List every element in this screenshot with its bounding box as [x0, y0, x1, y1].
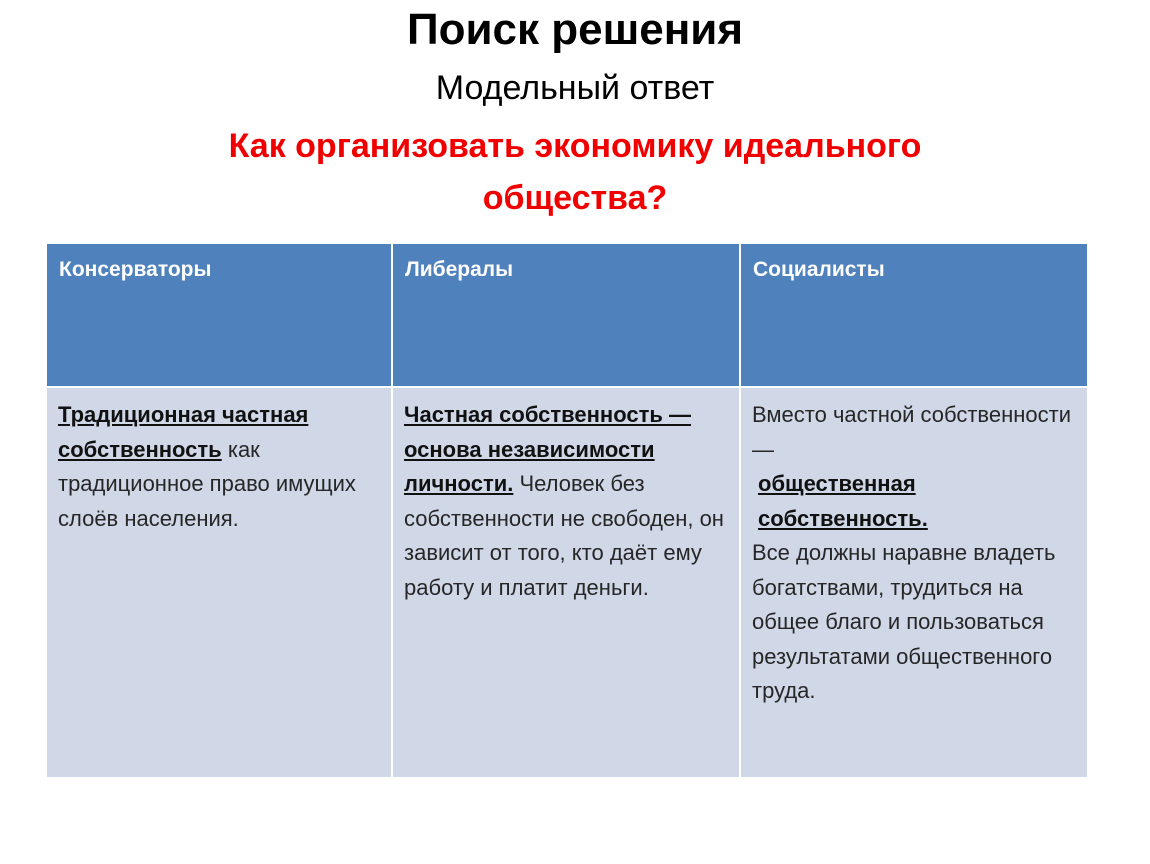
- header-conservatives: Консерваторы: [46, 243, 392, 387]
- slide-title: Поиск решения: [406, 5, 744, 54]
- socialists-emphasis: общественная собственность.: [758, 471, 928, 531]
- slide-subtitle: Модельный ответ: [435, 69, 715, 107]
- liberals-emphasis: Частная собственность — основа независимости личности.: [404, 402, 691, 496]
- liberals-text: Человек без собственности не свободен, он зависит от того, кто даёт ему работу и платит деньги.: [404, 471, 724, 600]
- socialists-lead: Вместо частной собственности —: [752, 402, 1072, 462]
- socialists-text: Все должны наравне владеть богатствами, трудиться на общее благо и пользоваться результатами общественного труда.: [752, 540, 1056, 703]
- slide-question: Как организовать экономику идеального общества?: [228, 127, 922, 217]
- header-liberals: Либералы: [392, 243, 740, 387]
- table-row: [46, 387, 1088, 778]
- header-socialists: Социалисты: [740, 243, 1088, 387]
- cell-socialists: [740, 387, 1088, 778]
- cell-conservatives: [46, 387, 392, 778]
- table-header-row: [46, 243, 1088, 387]
- comparison-table: [45, 242, 1089, 779]
- conservatives-emphasis: Традиционная частная собственность: [58, 402, 309, 462]
- cell-liberals: [392, 387, 740, 778]
- conservatives-text: как традиционное право имущих слоёв населения.: [58, 436, 356, 531]
